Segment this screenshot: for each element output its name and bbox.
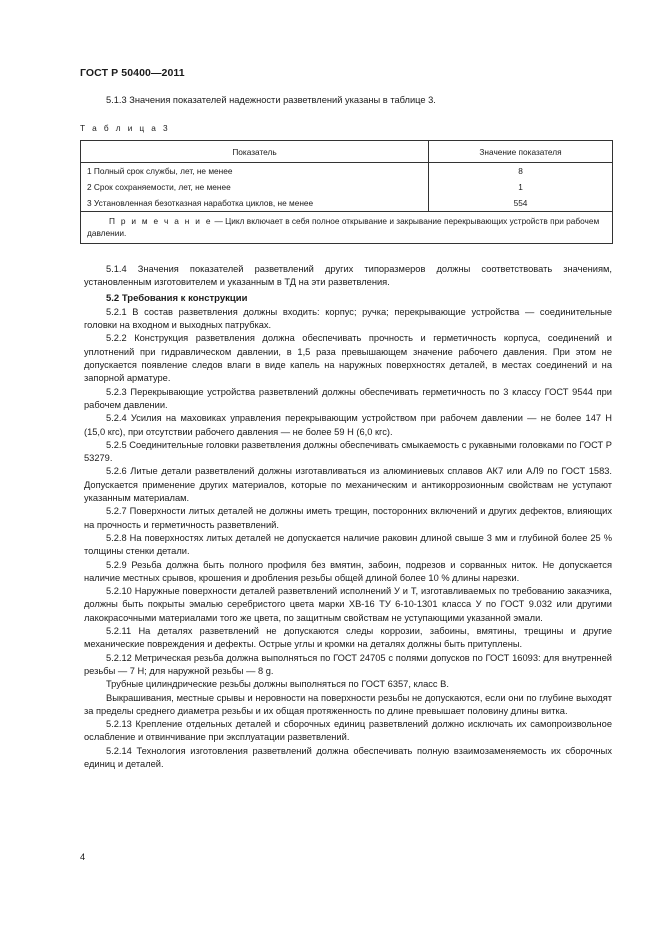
section-heading-5-2: 5.2 Требования к конструкции: [106, 292, 248, 304]
paragraph-5-2-6: 5.2.6 Литые детали разветвлений должны изготавливаться из алюминиевых сплавов АК7 или АЛ9 по ГОСТ 1583. Допускается применение других материалов, которые по механическим и антикоррозионным свойствам не уступают указанным материалам.: [84, 466, 612, 504]
paragraph-5-2-10: 5.2.10 Наружные поверхности деталей разветвлений исполнений У и Т, изготавливаемых по требованию заказчика, должны быть покрыты эмалью серебристого цвета марки ХВ-16 ТУ 6-10-1301 класса У по ГОСТ 9.032 или другими лакокрасочными материалами того же цвета, по защитным свойствам не уступающими указанной эмали.: [84, 586, 612, 623]
paragraph-5-2-9: 5.2.9 Резьба должна быть полного профиля без вмятин, забоин, подрезов и сорванных ниток. Не допускается наличие местных срывов, крошения и дробления резьбы общей длиной более 10 % длины нарезки.: [84, 559, 612, 583]
table-header-value: Значение показателя: [429, 141, 613, 163]
table-note-row: [81, 212, 613, 244]
table-header-row: [81, 141, 613, 163]
table-cell-value: 554: [429, 195, 613, 212]
table-row: [81, 179, 613, 195]
paragraph-5-2-5: 5.2.5 Соединительные головки разветвления должны обеспечивать смыкаемость с рукавными головками по ГОСТ Р 53279.: [84, 439, 612, 464]
paragraph-5-2-12: 5.2.12 Метрическая резьба должна выполняться по ГОСТ 24705 с полями допусков по ГОСТ 16093: для внутренней резьбы — 7 Н; для наружной резьбы — 8 g.: [84, 652, 612, 676]
document-header: ГОСТ Р 50400—2011: [80, 67, 185, 79]
paragraph-5-2-3: 5.2.3 Перекрывающие устройства разветвлений должны обеспечивать герметичность по 3 классу ГОСТ 9544 при рабочем давлении.: [84, 386, 612, 410]
table-header-indicator: Показатель: [81, 141, 429, 163]
table-note-text: — Цикл включает в себя полное открывание и закрывание перекрывающих устройств при рабочем давлении.: [87, 216, 600, 238]
table-cell-label: 2 Срок сохраняемости, лет, не менее: [81, 179, 429, 195]
table-note: [81, 212, 613, 244]
table-caption: Т а б л и ц а 3: [80, 123, 171, 133]
body-text: [84, 263, 612, 771]
paragraph-5-2-14: 5.2.14 Технология изготовления разветвлений должна обеспечивать полную взаимозаменяемость их сборочных единиц и деталей.: [84, 745, 612, 769]
paragraph-5-2-7: 5.2.7 Поверхности литых деталей не должны иметь трещин, посторонних включений и других дефектов, влияющих на прочность и герметичность разветвлений.: [84, 506, 612, 530]
paragraph-5-2-2: 5.2.2 Конструкция разветвления должна обеспечивать прочность и герметичность корпуса, соединений и уплотнений при гидравлическом давлении, в 1,5 раза превышающем значение рабочего давления. При этом не допускается появление следов влаги в виде капель на наружных поверхностях деталей, в местах соединений и на запорной арматуре.: [84, 333, 612, 384]
paragraph-thread-defects: Выкрашивания, местные срывы и неровности на поверхности резьбы не допускаются, если они по глубине выходят за пределы среднего диаметра резьбы и их общая протяженность по длине превышает половину длины витка.: [84, 692, 612, 716]
table-note-label: П р и м е ч а н и е: [109, 216, 213, 226]
paragraph-5-1-3: [84, 94, 612, 107]
table-cell-value: 1: [429, 179, 613, 195]
table-cell-label: 1 Полный срок службы, лет, не менее: [81, 163, 429, 180]
paragraph-5-2-4: 5.2.4 Усилия на маховиках управления перекрывающим устройством при рабочем давлении — не более 147 Н (15,0 кгс), при отсутствии рабочего давления — не более 59 Н (6,0 кгс).: [84, 413, 612, 437]
reliability-table: [80, 140, 613, 244]
paragraph-5-2-1: 5.2.1 В состав разветвления должны входить: корпус; ручка; перекрывающие устройства — соединительные головки на входном и выходных патрубках.: [84, 306, 612, 331]
paragraph-5-2-11: 5.2.11 На деталях разветвлений не допускаются следы коррозии, забоины, вмятины, трещины и другие механические повреждения и дефекты. Острые углы и кромки на деталях должны быть притуплены.: [84, 626, 612, 650]
table-row: [81, 163, 613, 180]
table-cell-label: 3 Установленная безотказная наработка циклов, не менее: [81, 195, 429, 212]
table-row: [81, 195, 613, 212]
paragraph-5-1-4: 5.1.4 Значения показателей разветвлений других типоразмеров должны соответствовать значениям, установленным изготовителем и указанным в ТД на эти разветвления.: [84, 264, 612, 288]
page-number: 4: [80, 852, 86, 862]
paragraph-5-2-13: 5.2.13 Крепление отдельных деталей и сборочных единиц разветвлений должно исключать их самопроизвольное ослабление и отвинчивание при эксплуатации разветвлений.: [84, 719, 612, 743]
paragraph-text: 5.1.3 Значения показателей надежности разветвлений указаны в таблице 3.: [106, 95, 436, 105]
table-cell-value: 8: [429, 163, 613, 180]
paragraph-5-2-8: 5.2.8 На поверхностях литых деталей не допускается наличие раковин длиной свыше 3 мм и глубиной более 25 % толщины стенки детали.: [84, 532, 612, 557]
paragraph-pipe-threads: Трубные цилиндрические резьбы должны выполняться по ГОСТ 6357, класс В.: [106, 679, 449, 690]
